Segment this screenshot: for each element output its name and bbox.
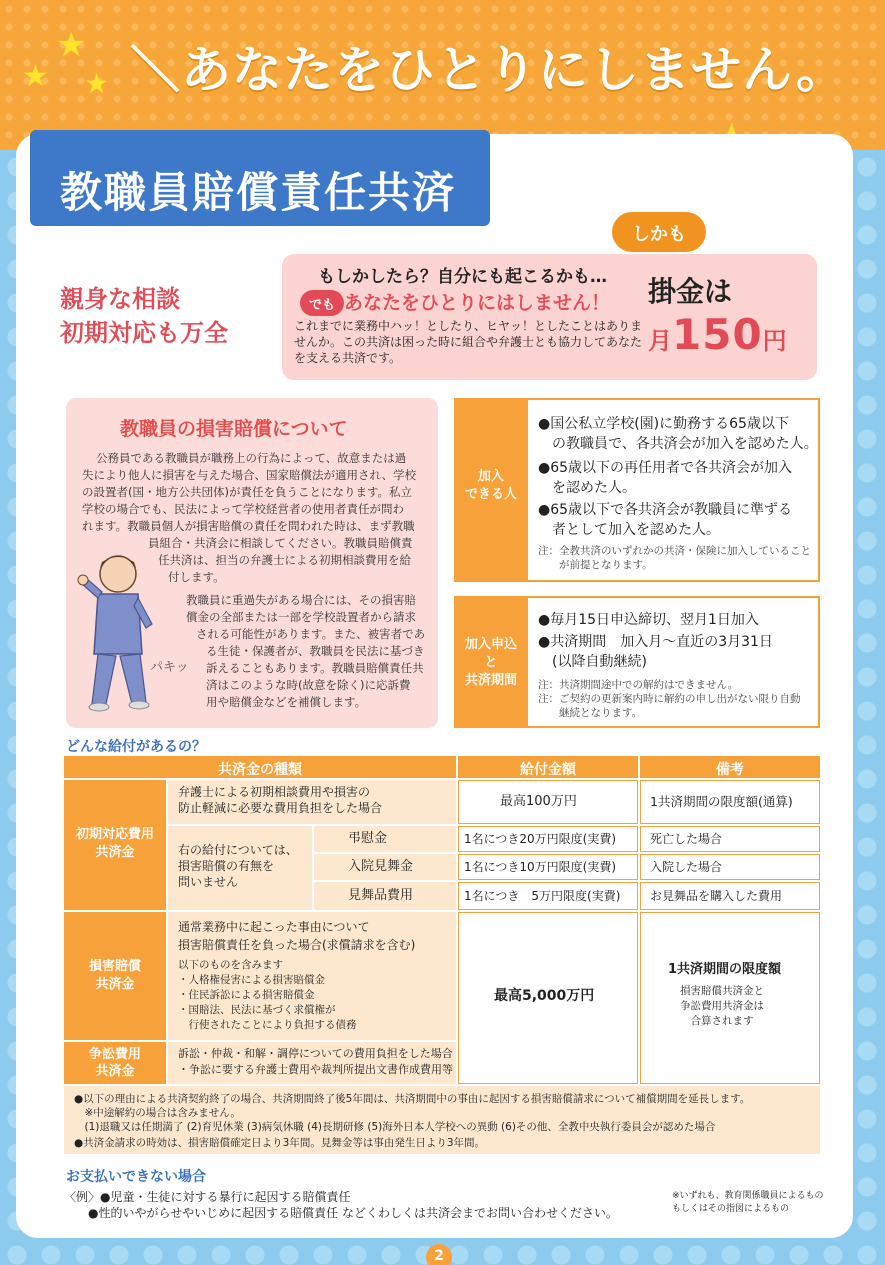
period-note: 注：ご契約の更新案内時に解約の申し出がない限り自動 継続となります。 bbox=[538, 693, 801, 719]
col-header-amount: 給付金額 bbox=[458, 756, 638, 778]
period-item: (以降自動継続) bbox=[538, 654, 647, 670]
period-note: 注：共済期間途中での解約はできません。 bbox=[538, 679, 739, 691]
about-title: 教職員の損害賠償について bbox=[120, 418, 348, 440]
page-title: 教職員賠償責任共済 bbox=[30, 130, 490, 226]
about-line: される可能性があります。また、被害者であ bbox=[196, 627, 426, 641]
tagline-1: 親身な相談 bbox=[60, 285, 180, 313]
condolence-note: 死亡した場合 bbox=[650, 832, 723, 846]
footer-note: (1)退職又は任期満了 (2)育児休業 (3)病気休職 (4)長期研修 (5)海外日本人学校への異動 (6)その他、全教中央執行委員会が認めた場合 bbox=[74, 1121, 716, 1133]
about-line: 員組合・共済会に相談してください。教職員賠償責 bbox=[148, 536, 413, 550]
exclusion-line1: 〈例〉●児童・生徒に対する暴行に起因する賠償責任 bbox=[64, 1190, 351, 1204]
price-yen: 円 bbox=[762, 327, 787, 355]
eligibility-item: ●国公私立学校(園)に勤務する65歳以下 bbox=[538, 416, 789, 432]
shikamo-badge: しかも bbox=[612, 212, 706, 252]
hospital-amount: 1名につき10万円限度(実費) bbox=[464, 860, 617, 874]
initial-right-desc: 右の給付については、 損害賠償の有無を 問いません bbox=[178, 843, 298, 889]
gift-type: 見舞品費用 bbox=[348, 888, 414, 903]
sound-effect: パキッ bbox=[150, 660, 189, 675]
damages-note-body: 損害賠償共済金と 争訟費用共済金は 合算されます bbox=[680, 985, 764, 1027]
condolence-amount: 1名につき20万円限度(実費) bbox=[464, 832, 617, 846]
about-line: る生徒・保護者が、教職員を民法に基づき bbox=[206, 644, 425, 658]
about-line: れます。教職員個人が損害賠償の責任を問われた時は、まず教職 bbox=[82, 519, 415, 533]
initial-category: 初期対応費用 共済金 bbox=[64, 780, 166, 910]
promo-line1: もしかしたら？自分にも起こるかも… bbox=[318, 267, 607, 287]
about-line: 学校の場合でも、民法によって学校経営者の使用者責任が問わ bbox=[82, 502, 404, 516]
about-line: 償金の全部または一部を学校設置者から請求 bbox=[186, 610, 416, 624]
premium-label: 掛金は bbox=[648, 275, 733, 308]
demo-badge: でも bbox=[300, 290, 344, 316]
litigation-category: 争訟費用 共済金 bbox=[64, 1042, 166, 1084]
period-item: ●共済期間 加入月〜直近の3月31日 bbox=[538, 634, 773, 650]
eligibility-note: 注：全教共済のいずれかの共済・保険に加入していること が前提となります。 bbox=[538, 545, 811, 571]
about-line: 公務員である教職員が職務上の行為によって、故意または過 bbox=[96, 451, 407, 465]
star-icon: ★ bbox=[22, 59, 49, 94]
footer-note: ●共済金請求の時効は、損害賠償確定日より3年間。見舞金等は事由発生日より3年間。 bbox=[74, 1137, 486, 1149]
eligibility-item: 者として加入を認めた人。 bbox=[538, 522, 720, 538]
gift-amount: 1名につき 5万円限度(実費) bbox=[464, 889, 621, 903]
about-line: 済はこのような時(故意を除く)に応訴費 bbox=[206, 678, 411, 692]
about-line: 用や賠償金などを補償します。 bbox=[206, 695, 367, 709]
hospital-note: 入院した場合 bbox=[650, 860, 723, 874]
litigation-desc: 訴訟・仲裁・和解・調停についての費用負担をした場合 ・争訟に要する弁護士費用や裁判所提出文書作成費用等 bbox=[178, 1047, 453, 1076]
star-icon: ★ bbox=[84, 67, 110, 100]
promo-body: これまでに業務中ハッ！としたり、ヒヤッ！としたことはありませんか。この共済は困った時に組合や弁護士とも協力してあなたを支える共済です。 bbox=[294, 319, 643, 365]
damages-desc2: 以下のものを含みます ・人格権侵害による損害賠償金 ・住民訴訟による損害賠償金 ・国賠法、民法に基づく求償権が 行使されたことにより負担する債務 bbox=[178, 959, 357, 1031]
about-line: の設置者(国・地方公共団体)が責任を負うことになります。私立 bbox=[82, 485, 413, 499]
price-amount: 150 bbox=[672, 310, 763, 359]
col-header-type: 共済金の種類 bbox=[64, 756, 456, 778]
eligibility-item: ●65歳以下で各共済会が教職員に準ずる bbox=[538, 502, 793, 518]
left-taglines bbox=[60, 282, 228, 350]
damages-category: 損害賠償 共済金 bbox=[64, 912, 166, 1040]
about-line: 付します。 bbox=[168, 570, 225, 584]
about-line: 訴えることもあります。教職員賠償責任共 bbox=[206, 661, 424, 675]
about-line: 教職員に重過失がある場合には、その損害賠 bbox=[186, 593, 416, 607]
exclusion-line2-item: ●性的いやがらせやいじめに起因する賠償責任 bbox=[88, 1206, 339, 1220]
exclusion-line2-tail: などくわしくは共済会までお問い合わせください。 bbox=[341, 1206, 618, 1220]
initial-consult-note: 1共済期間の限度額(通算) bbox=[650, 794, 793, 809]
eligibility-item: の教職員で、各共済会が加入を認めた人。 bbox=[538, 436, 818, 452]
about-line: 失により他人に損害を与えた場合、国家賠償法が適用され、学校 bbox=[82, 468, 417, 482]
period-item: ●毎月15日申込締切、翌月1日加入 bbox=[538, 612, 759, 628]
damages-note-title: 1共済期間の限度額 bbox=[668, 962, 782, 977]
gift-note: お見舞品を購入した費用 bbox=[650, 889, 783, 903]
page-number: 2 bbox=[426, 1244, 452, 1265]
price-month: 月 bbox=[648, 327, 672, 355]
period-label: 加入申込 と 共済期間 bbox=[454, 596, 528, 728]
footer-note: ●以下の理由による共済契約終了の場合、共済期間終了後5年間は、共済期間中の事由に起因する損害賠償請求について補償期間を延長します。 bbox=[74, 1093, 751, 1105]
exclusion-line2 bbox=[88, 1206, 618, 1221]
hospital-type: 入院見舞金 bbox=[348, 859, 414, 874]
footer-note: ※中途解約の場合は含みません。 bbox=[74, 1107, 241, 1119]
premium-price bbox=[648, 310, 787, 359]
promo-line2: あなたをひとりにはしません！ bbox=[344, 292, 611, 314]
eligibility-label: 加入 できる人 bbox=[454, 398, 528, 582]
initial-consult-amount: 最高100万円 bbox=[500, 794, 577, 809]
damages-amount: 最高5,000万円 bbox=[494, 988, 595, 1004]
headline: ＼あなたをひとりにしません。 bbox=[130, 41, 847, 99]
exclusion-side-note: ※いずれも、教育関係職員によるもの もしくはその指図によるもの bbox=[672, 1191, 824, 1214]
col-header-note: 備考 bbox=[640, 756, 820, 778]
exclusions-heading: お支払いできない場合 bbox=[66, 1169, 206, 1185]
damages-desc1: 通常業務中に起こった事由について 損害賠償責任を負った場合(求償請求を含む) bbox=[178, 920, 416, 952]
initial-consult-desc: 弁護士による初期相談費用や損害の 防止軽減に必要な費用負担をした場合 bbox=[178, 785, 383, 815]
about-line: 任共済は、担当の弁護士による初期相談費用を給 bbox=[158, 553, 411, 567]
benefits-heading: どんな給付があるの？ bbox=[66, 739, 206, 755]
tagline-2: 初期対応も万全 bbox=[60, 319, 228, 347]
condolence-type: 弔慰金 bbox=[348, 831, 388, 846]
star-icon: ★ bbox=[56, 25, 87, 65]
teacher-illustration bbox=[72, 544, 164, 714]
eligibility-item: ●65歳以下の再任用者で各共済会が加入 bbox=[538, 460, 793, 476]
eligibility-item: を認めた人。 bbox=[538, 480, 636, 496]
